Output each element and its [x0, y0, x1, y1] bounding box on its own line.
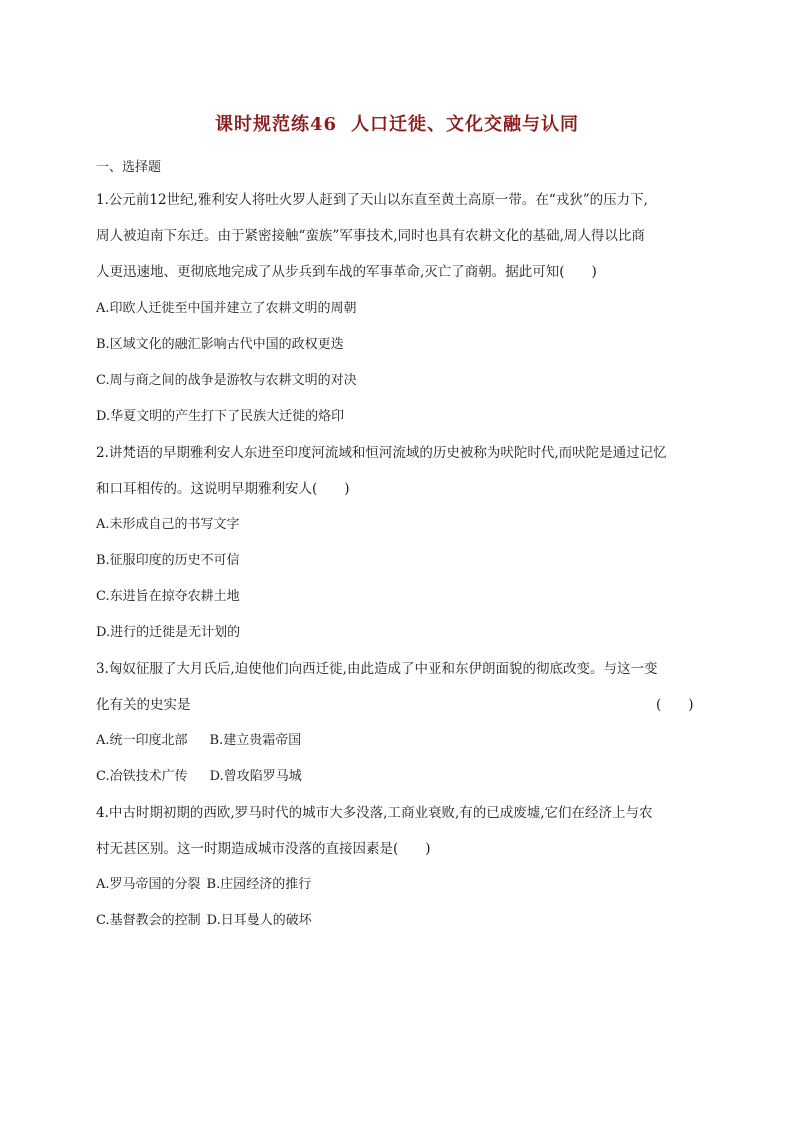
question-1-line-3: 人更迅速地、更彻底地完成了从步兵到车战的军事革命,灭亡了商朝。据此可知( ) [96, 264, 597, 280]
question-3-option-b: B.建立贵霜帝国 [209, 733, 302, 748]
question-4-option-c: C.基督教会的控制 [96, 913, 201, 928]
question-2-option-a: A.未形成自己的书写文字 [96, 517, 240, 532]
question-3-line-1: 3.匈奴征服了大月氏后,迫使他们向西迁徙,由此造成了中亚和东伊朗面貌的彻底改变。与这一变 [96, 661, 658, 677]
title-prefix: 课时规范练46 [214, 114, 338, 135]
page-title [0, 110, 794, 136]
question-4-options-row-2 [96, 909, 312, 928]
question-4-options-row-1 [96, 873, 311, 892]
question-3-options-row-2 [96, 765, 302, 784]
question-4-option-d: D.日耳曼人的破坏 [206, 913, 312, 928]
question-3-options-row-1 [96, 729, 301, 748]
section-heading: 一、选择题 [96, 160, 162, 175]
question-2-line-1: 2.讲梵语的早期雅利安人东进至印度河流域和恒河流域的历史被称为吠陀时代,而吠陀是通过记忆 [96, 445, 667, 461]
question-2-option-c: C.东进旨在掠夺农耕土地 [96, 589, 240, 604]
question-4-line-2: 村无甚区别。这一时期造成城市没落的直接因素是( ) [96, 841, 431, 857]
question-2-line-2: 和口耳相传的。这说明早期雅利安人( ) [96, 481, 350, 497]
question-4-option-b: B.庄园经济的推行 [206, 877, 312, 892]
question-4-option-a: A.罗马帝国的分裂 [96, 877, 201, 892]
question-1-option-c: C.周与商之间的战争是游牧与农耕文明的对决 [96, 373, 357, 388]
question-2-option-d: D.进行的迁徙是无计划的 [96, 625, 241, 640]
question-1-line-1: 1.公元前12世纪,雅利安人将吐火罗人赶到了天山以东直至黄土高原一带。在“戎狄”的压力下, [96, 192, 648, 208]
question-4-line-1: 4.中古时期初期的西欧,罗马时代的城市大多没落,工商业衰败,有的已成废墟,它们在经济上与农 [96, 805, 653, 821]
question-1-option-a: A.印欧人迁徙至中国并建立了农耕文明的周朝 [96, 301, 357, 316]
question-1-option-d: D.华夏文明的产生打下了民族大迁徙的烙印 [96, 409, 345, 424]
question-3-option-d: D.曾攻陷罗马城 [209, 769, 302, 784]
question-1-option-b: B.区域文化的融汇影响古代中国的政权更迭 [96, 337, 344, 352]
question-2-option-b: B.征服印度的历史不可信 [96, 553, 240, 568]
question-1-line-2: 周人被迫南下东迁。由于紧密接触“蛮族”军事技术,同时也具有农耕文化的基础,周人得以比商 [96, 228, 645, 244]
question-3-line-2: 化有关的史实是 [96, 697, 191, 713]
question-3-option-c: C.冶铁技术广传 [96, 769, 188, 784]
question-3-answer-paren: ( ) [656, 697, 694, 713]
question-3-option-a: A.统一印度北部 [96, 733, 188, 748]
title-main: 人口迁徙、文化交融与认同 [351, 114, 580, 135]
